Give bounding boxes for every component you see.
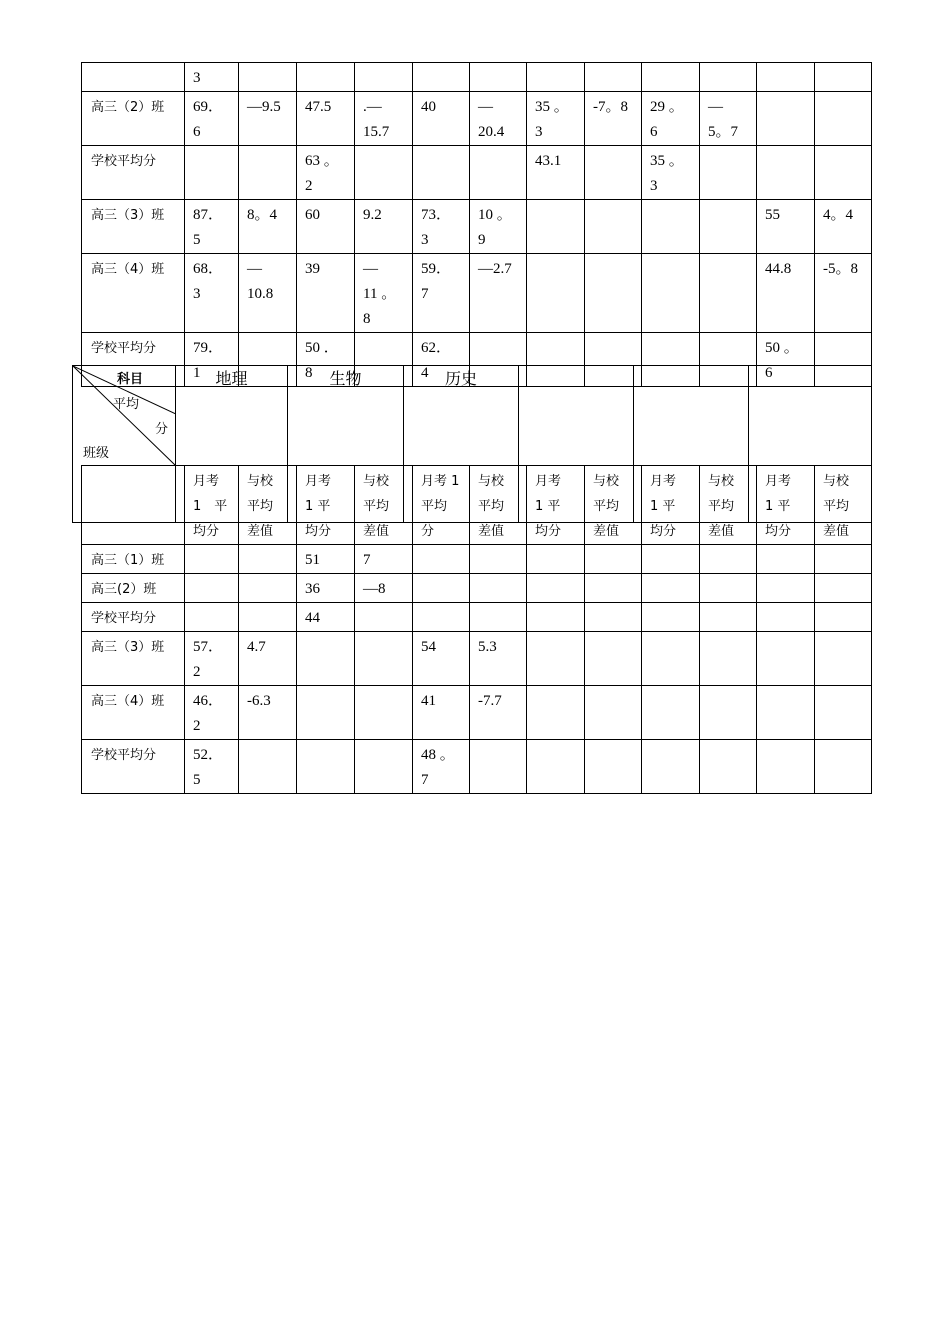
score-cell [815,63,872,92]
score-cell: 55 [757,200,815,254]
score-cell [700,686,757,740]
table-row [82,632,872,686]
score-cell [700,146,757,200]
subheader-cell: 与校 平均 差值 [585,466,642,545]
corner-average-label: 平均 [113,397,140,412]
subheader-cell: 月考 1 平 均分 [297,466,355,545]
subheader-cell: 与校 平均 差值 [815,466,872,545]
score-cell [239,545,297,574]
score-cell: 60 [297,200,355,254]
score-cell: 10 。 9 [470,200,527,254]
score-cell: 4.7 [239,632,297,686]
score-cell [239,603,297,632]
score-cell [700,63,757,92]
score-cell [239,740,297,794]
score-cell [185,574,239,603]
subheader-cell: 月考 1 平 均分 [527,466,585,545]
score-cell: —9.5 [239,92,297,146]
table-row [82,545,872,574]
score-cell: 36 [297,574,355,603]
score-cell [239,63,297,92]
table-row [82,254,872,333]
score-cell [700,545,757,574]
table-row [82,603,872,632]
score-cell [527,574,585,603]
score-cell [355,632,413,686]
score-cell [757,146,815,200]
score-cell [355,740,413,794]
corner-average-suffix: 分 [155,422,169,437]
row-label-cell: 学校平均分 [82,740,185,794]
score-cell [355,686,413,740]
score-cell [585,686,642,740]
score-cell: 44 [297,603,355,632]
score-cell [470,574,527,603]
score-cell: 5.3 [470,632,527,686]
score-cell [585,574,642,603]
score-cell: 3 [185,63,239,92]
row-label-cell: 高三（3）班 [82,632,185,686]
score-cell: .— 15.7 [355,92,413,146]
score-table-top [81,62,872,387]
score-cell [757,574,815,603]
score-cell [757,92,815,146]
score-cell: — 10.8 [239,254,297,333]
score-cell: — 20.4 [470,92,527,146]
score-cell: -6.3 [239,686,297,740]
score-cell [185,146,239,200]
table-row [82,92,872,146]
score-cell [642,200,700,254]
score-cell [585,632,642,686]
row-label-cell: 高三(2）班 [82,574,185,603]
score-cell [355,146,413,200]
score-cell: 48 。 7 [413,740,470,794]
row-label-cell: 高三（4）班 [82,686,185,740]
score-cell [185,603,239,632]
score-cell [757,632,815,686]
score-cell [470,63,527,92]
score-cell: 43.1 [527,146,585,200]
score-cell: —2.7 [470,254,527,333]
score-cell: 50 ． 8 [297,333,355,387]
score-cell [527,63,585,92]
score-cell [239,574,297,603]
score-cell [527,686,585,740]
row-label-cell: 高三（1）班 [82,545,185,574]
score-cell: 54 [413,632,470,686]
score-cell [642,254,700,333]
score-cell [642,574,700,603]
score-cell: 73． 3 [413,200,470,254]
score-cell [413,574,470,603]
score-cell [585,200,642,254]
score-cell [355,603,413,632]
score-cell: 29 。 6 [642,92,700,146]
table-row [82,200,872,254]
score-cell [642,545,700,574]
score-cell: 39 [297,254,355,333]
score-cell [297,740,355,794]
score-cell [413,603,470,632]
score-cell: 68． 3 [185,254,239,333]
score-cell [527,545,585,574]
score-cell [585,63,642,92]
corner-subject-label: 科目 [117,372,144,387]
score-cell [585,603,642,632]
score-cell: 46． 2 [185,686,239,740]
score-cell: 8。4 [239,200,297,254]
score-cell [527,200,585,254]
score-cell [413,545,470,574]
score-cell: 57． 2 [185,632,239,686]
subheader-cell: 与校 平均 差值 [700,466,757,545]
score-cell [642,740,700,794]
table-row [82,740,872,794]
score-cell [757,740,815,794]
score-cell: 44.8 [757,254,815,333]
score-cell [700,740,757,794]
subheader-cell: 与校 平均 差值 [470,466,527,545]
score-cell: 4。4 [815,200,872,254]
table-row [82,146,872,200]
score-cell: 9.2 [355,200,413,254]
table-row [82,63,872,92]
score-cell [527,254,585,333]
score-cell [527,740,585,794]
score-cell: 47.5 [297,92,355,146]
score-cell: — 5。7 [700,92,757,146]
score-cell [413,146,470,200]
score-cell [355,63,413,92]
score-cell: 59． 7 [413,254,470,333]
score-cell [700,254,757,333]
subject-biology: 生物 [288,366,404,523]
score-cell [185,545,239,574]
score-cell [700,632,757,686]
score-cell [585,254,642,333]
score-cell: —8 [355,574,413,603]
score-cell: 35 。 3 [642,146,700,200]
score-table-bottom [81,465,872,794]
row-label-cell: 高三（4）班 [82,254,185,333]
score-cell [413,63,470,92]
score-cell [470,146,527,200]
row-label-cell: 高三（2）班 [82,92,185,146]
subject-geography: 地理 [176,366,288,523]
score-cell [815,574,872,603]
score-cell [815,603,872,632]
score-cell [815,632,872,686]
score-cell: -7.7 [470,686,527,740]
row-label-cell: 学校平均分 [82,333,185,387]
score-cell [757,686,815,740]
score-cell: 87． 5 [185,200,239,254]
score-cell [642,686,700,740]
row-label-cell: 高三（3）班 [82,200,185,254]
score-cell [642,632,700,686]
corner-class-label: 班级 [83,446,110,461]
score-cell [527,603,585,632]
score-cell [757,545,815,574]
subheader-cell: 月考 1 平 均分 [185,466,239,545]
score-cell [815,740,872,794]
score-cell [815,545,872,574]
score-cell: 52． 5 [185,740,239,794]
score-cell: 51 [297,545,355,574]
score-cell [297,632,355,686]
score-cell: 35 。 3 [527,92,585,146]
subject-history: 历史 [404,366,519,523]
score-cell: 41 [413,686,470,740]
subheader-cell: 月考 1 平均 分 [413,466,470,545]
score-cell: -7。8 [585,92,642,146]
subheader-cell: 月考 1 平 均分 [642,466,700,545]
subheader-cell: 月考 1 平 均分 [757,466,815,545]
score-cell [700,574,757,603]
score-cell [642,63,700,92]
score-cell [297,686,355,740]
score-cell [585,146,642,200]
score-cell [642,603,700,632]
score-cell: — 11 。 8 [355,254,413,333]
score-cell [470,545,527,574]
score-cell [585,545,642,574]
table-row [82,686,872,740]
subheader-cell: 与校 平均 差值 [355,466,413,545]
subheader-cell: 与校 平均 差值 [239,466,297,545]
score-cell [470,603,527,632]
table-row [82,574,872,603]
score-cell [470,740,527,794]
row-label-cell: 学校平均分 [82,603,185,632]
score-cell: 62． 4 [413,333,470,387]
row-label-cell: 学校平均分 [82,146,185,200]
score-cell: 63 。 2 [297,146,355,200]
score-cell: 69． 6 [185,92,239,146]
score-cell [757,603,815,632]
row-label-cell [82,63,185,92]
score-cell [757,63,815,92]
score-cell [815,146,872,200]
score-cell: 7 [355,545,413,574]
score-cell: 50 。 6 [757,333,815,387]
score-cell [239,146,297,200]
subheader-row [82,466,872,545]
score-cell [815,92,872,146]
score-cell [585,740,642,794]
score-cell: 79． 1 [185,333,239,387]
score-cell: -5。8 [815,254,872,333]
score-cell [700,200,757,254]
score-cell: 40 [413,92,470,146]
subheader-empty-cell [82,466,185,545]
score-cell [815,686,872,740]
score-cell [297,63,355,92]
score-cell [700,603,757,632]
score-cell [527,632,585,686]
